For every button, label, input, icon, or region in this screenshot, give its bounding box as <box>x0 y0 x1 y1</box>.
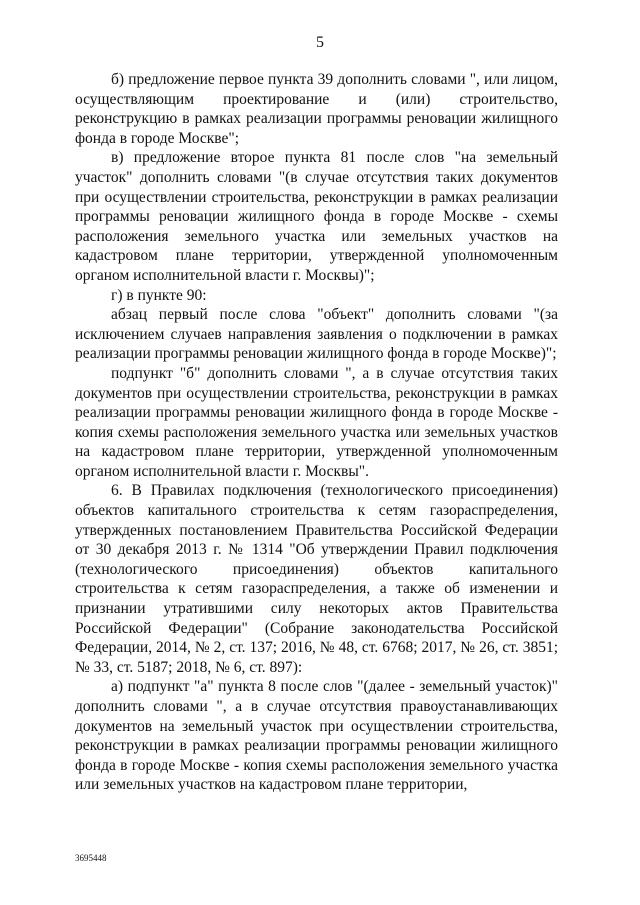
page-number: 5 <box>316 34 324 51</box>
paragraph-subpoint-b: подпункт "б" дополнить словами ", а в случае отсутствия таких документов при осуществлении строительства, реконструкции в рамках реализации программы реновации жилищного фонда в городе Москве - копия схемы расположения земельного участка или земельных участков на кадастровом плане территории, утвержденной уполномоченным органом исполнительной власти г. Москвы". <box>75 364 558 480</box>
paragraph-v-point-81: в) предложение второе пункта 81 после слов "на земельный участок" дополнить словами "(в случае отсутствия таких документов при осуществлении строительства, реконструкции в рамках реализации программы реновации жилищного фонда в городе Москве - схемы расположения земельного участка или земельных участков на кадастровом плане территории, утвержденной уполномоченным органом исполнительной власти г. Москвы)"; <box>75 149 558 284</box>
paragraph-b-point-39: б) предложение первое пункта 39 дополнить словами ", или лицом, осуществляющим проектирование и (или) строительство, реконструкцию в рамках реализации программы реновации жилищного фонда в городе Москве"; <box>75 71 558 147</box>
document-code: 3695448 <box>75 853 107 863</box>
paragraph-first-abzats: абзац первый после слова "объект" дополнить словами "(за исключением случаев направления заявления о подключении в рамках реализации программы реновации жилищного фонда в городе Москве)"; <box>75 306 558 363</box>
paragraph-a-point-8: а) подпункт "а" пункта 8 после слов "(далее - земельный участок)" дополнить словами ", а в случае отсутствия правоустанавливающих документов на земельный участок при осуществлении строительства, реконструкции в рамках реализации программы реновации жилищного фонда в городе Москве - копия схемы расположения земельного участка или земельных участков на кадастровом плане территории, <box>75 678 558 794</box>
paragraph-g-point-90: г) в пункте 90: <box>111 286 207 304</box>
paragraph-item-6-gas-rules: 6. В Правилах подключения (технологического присоединения) объектов капитального строительства к сетям газораспределения, утвержденных постановлением Правительства Российской Федерации от 30 декабря 2013 г. № 1314 "Об утверждении Правил подключения (технологического присоединения) объектов капитального строительства к сетям газораспределения, а также об изменении и признании утратившими силу некоторых актов Правительства Российской Федерации" (Собрание законодательства Российской Федерации, 2014, № 2, ст. 137; 2016, № 48, ст. 6768; 2017, № 26, ст. 3851; № 33, ст. 5187; 2018, № 6, ст. 897): <box>75 482 558 676</box>
document-body <box>75 70 558 795</box>
